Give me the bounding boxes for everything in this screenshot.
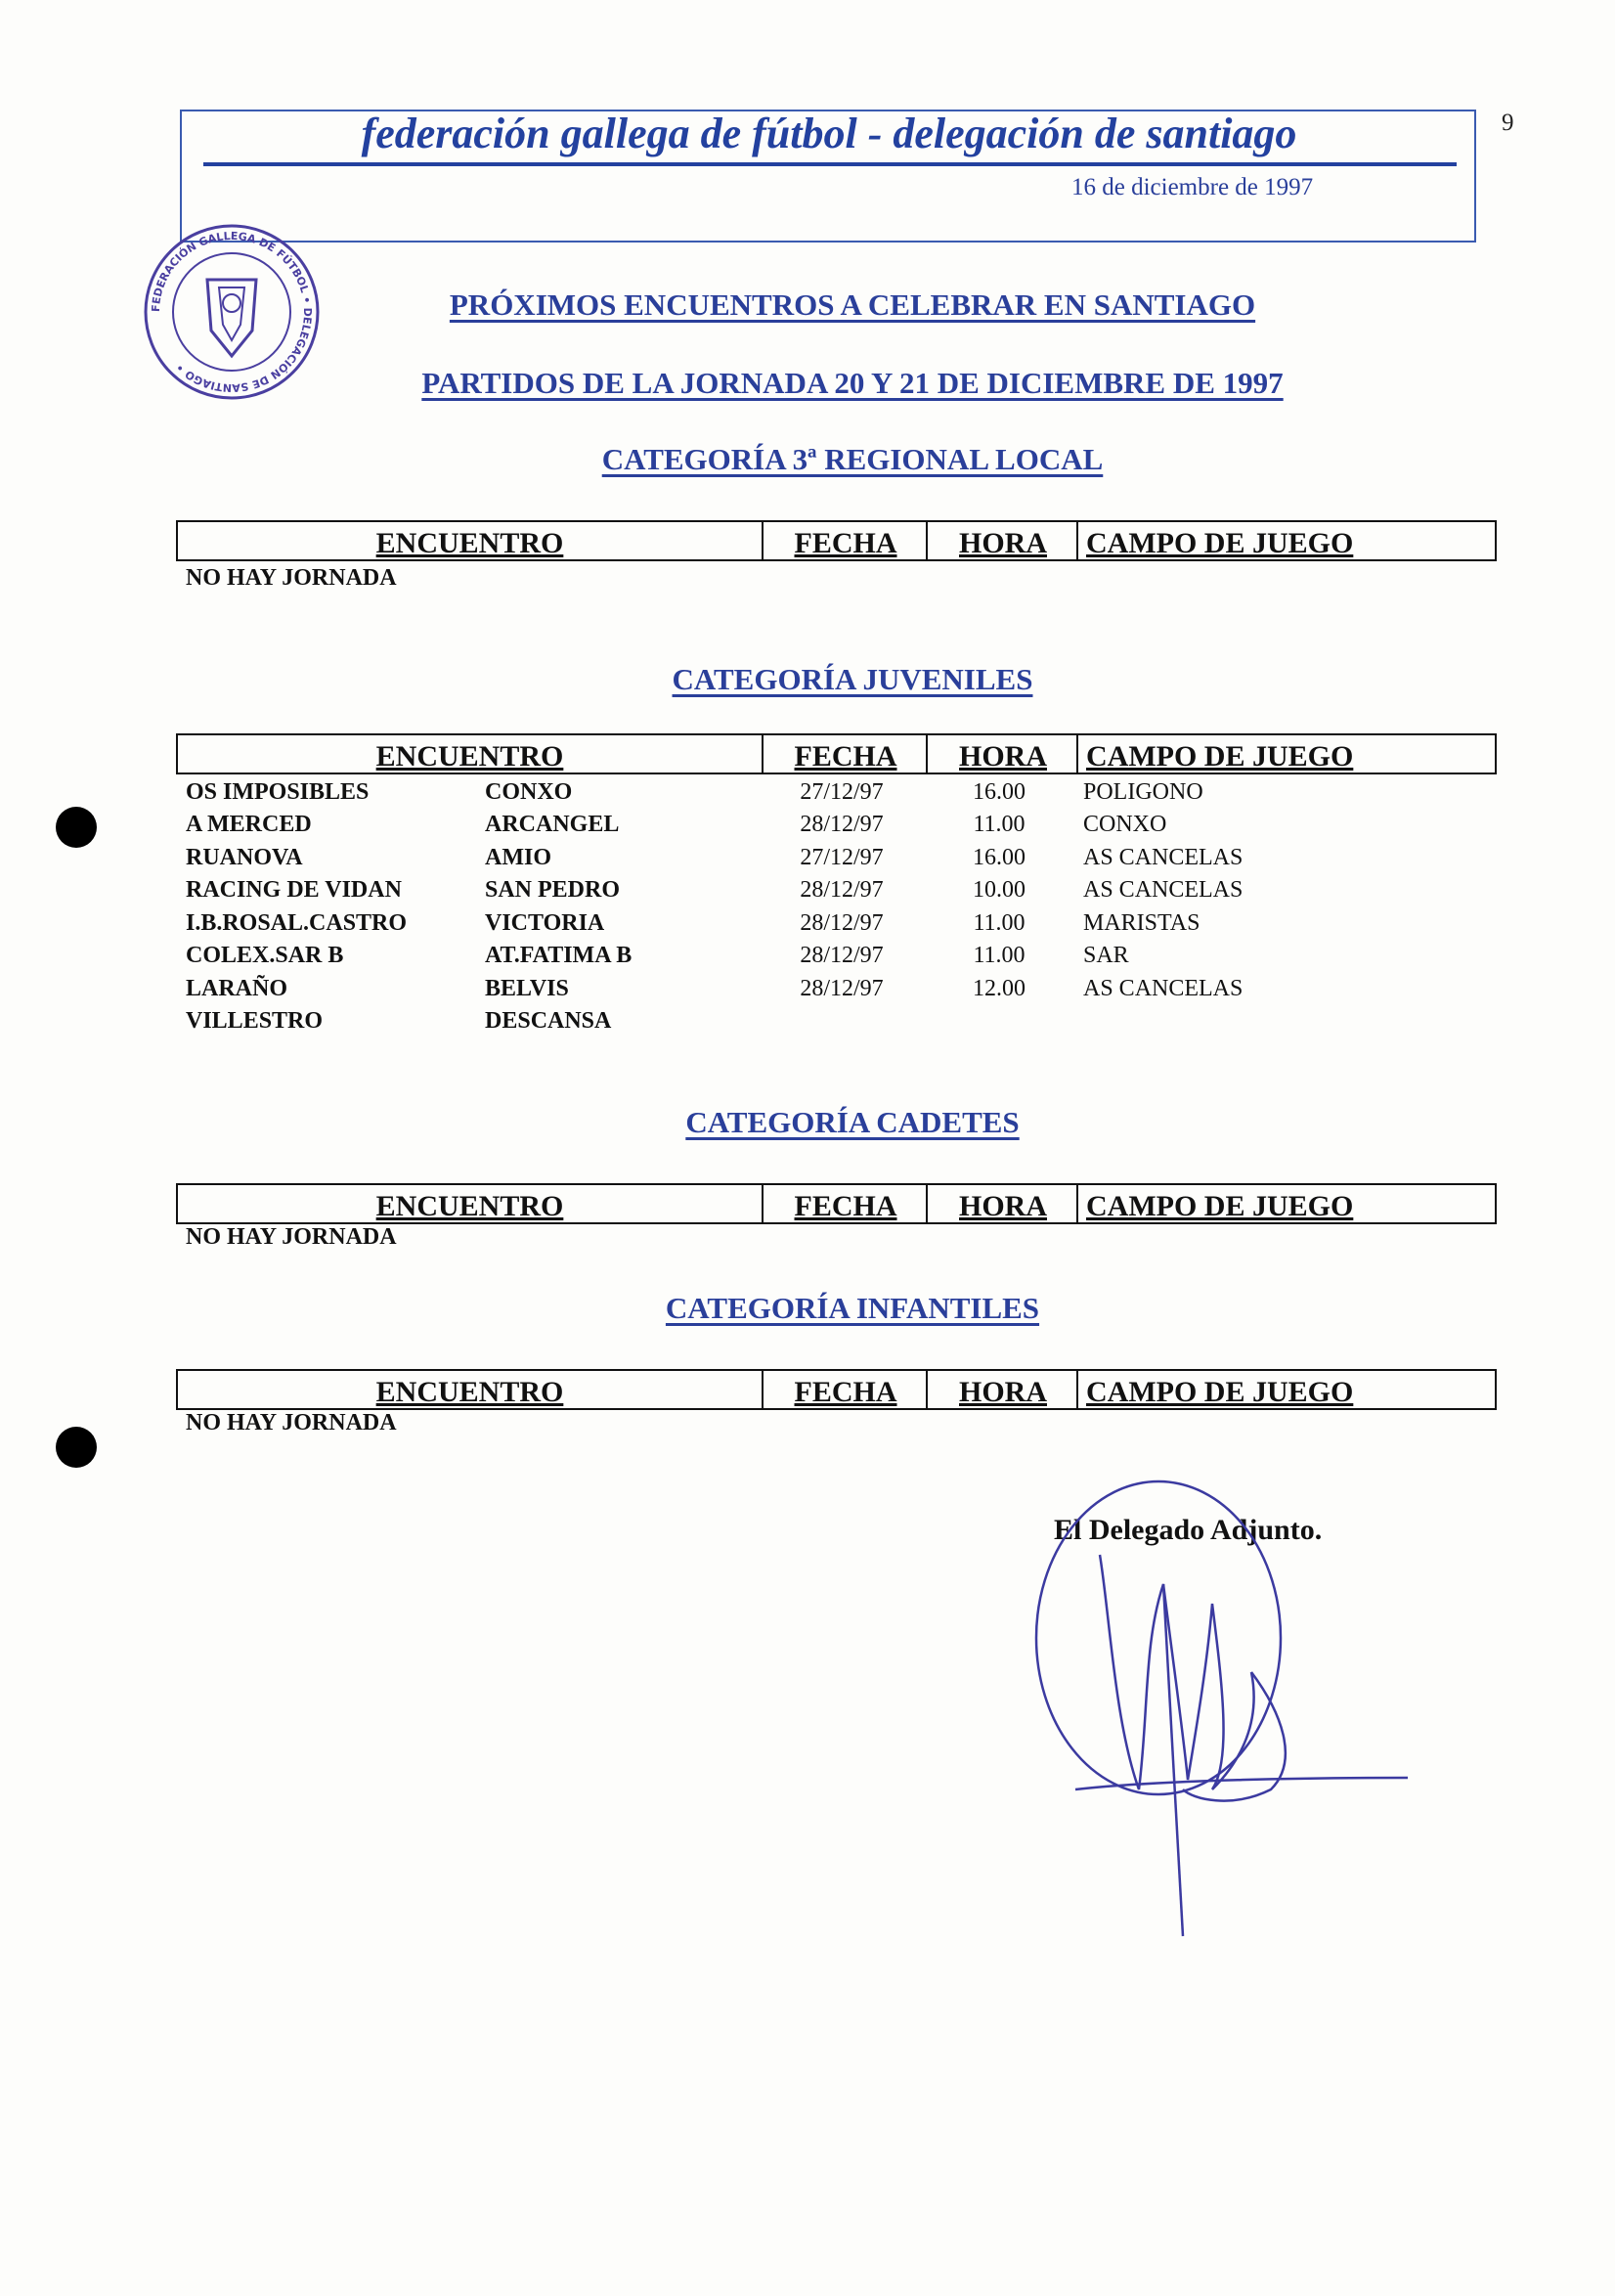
main-heading: PRÓXIMOS ENCUENTROS A CELEBRAR EN SANTIAGO	[449, 287, 1256, 322]
table-header	[176, 1369, 1497, 1410]
table-row	[0, 845, 1615, 877]
letterhead-underline	[203, 162, 1457, 166]
home-team: VILLESTRO	[186, 1008, 324, 1034]
home-team: LARAÑO	[186, 976, 288, 1001]
table-row	[0, 877, 1615, 909]
col-campo: CAMPO DE JUEGO	[1076, 1185, 1497, 1222]
signature-label: El Delegado Adjunto.	[1054, 1514, 1323, 1546]
table-row	[0, 1008, 1615, 1040]
col-fecha: FECHA	[762, 522, 928, 559]
table-row	[0, 910, 1615, 943]
venue: POLIGONO	[1083, 779, 1203, 805]
table-row	[0, 976, 1615, 1008]
away-team: CONXO	[485, 779, 573, 805]
home-team: I.B.ROSAL.CASTRO	[186, 910, 408, 936]
match-time: 11.00	[973, 812, 1026, 837]
match-time: 11.00	[973, 943, 1026, 968]
col-fecha: FECHA	[762, 1185, 928, 1222]
no-jornada-note: NO HAY JORNADA	[186, 1410, 397, 1435]
section-title-regional: CATEGORÍA 3ª REGIONAL LOCAL	[601, 442, 1104, 476]
jornada-heading: PARTIDOS DE LA JORNADA 20 Y 21 DE DICIEMBRE DE 1997	[421, 366, 1284, 400]
home-team: A MERCED	[186, 812, 312, 837]
table-header	[176, 733, 1497, 774]
match-date: 27/12/97	[800, 779, 884, 805]
handwritten-signature	[1017, 1467, 1427, 1956]
away-team: BELVIS	[485, 976, 569, 1001]
col-fecha: FECHA	[762, 1371, 928, 1408]
table-row	[0, 812, 1615, 844]
venue: SAR	[1083, 943, 1129, 968]
col-hora: HORA	[926, 735, 1078, 773]
venue: MARISTAS	[1083, 910, 1200, 936]
match-date: 28/12/97	[800, 943, 884, 968]
match-time: 11.00	[973, 910, 1026, 936]
away-team: AMIO	[485, 845, 551, 870]
table-row	[0, 943, 1615, 975]
away-team: ARCANGEL	[485, 812, 620, 837]
section-title-cadetes: CATEGORÍA CADETES	[685, 1105, 1020, 1139]
col-campo: CAMPO DE JUEGO	[1076, 735, 1497, 773]
away-team: DESCANSA	[485, 1008, 612, 1034]
col-encuentro: ENCUENTRO	[375, 740, 564, 773]
section-title-infantiles: CATEGORÍA INFANTILES	[665, 1291, 1040, 1325]
match-date: 28/12/97	[800, 910, 884, 936]
match-time: 12.00	[973, 976, 1026, 1001]
letterhead-title: federación gallega de fútbol - delegación de santiago	[361, 110, 1297, 157]
venue: AS CANCELAS	[1083, 877, 1244, 903]
home-team: COLEX.SAR B	[186, 943, 344, 968]
match-time: 16.00	[973, 779, 1026, 805]
home-team: RACING DE VIDAN	[186, 877, 402, 903]
away-team: AT.FATIMA B	[485, 943, 633, 968]
home-team: RUANOVA	[186, 845, 303, 870]
table-header	[176, 520, 1497, 561]
match-time: 10.00	[973, 877, 1026, 903]
no-jornada-note: NO HAY JORNADA	[186, 565, 397, 591]
document-date: 16 de diciembre de 1997	[1071, 174, 1314, 200]
venue: AS CANCELAS	[1083, 976, 1244, 1001]
col-encuentro: ENCUENTRO	[375, 1376, 564, 1408]
stamp-lettering: FEDERACIÓN GALLEGA DE FÚTBOL • DELEGACIÓN DE SANTIAGO •	[149, 229, 315, 395]
col-campo: CAMPO DE JUEGO	[1076, 1371, 1497, 1408]
col-hora: HORA	[926, 522, 1078, 559]
col-fecha: FECHA	[762, 735, 928, 773]
home-team: OS IMPOSIBLES	[186, 779, 370, 805]
col-campo: CAMPO DE JUEGO	[1076, 522, 1497, 559]
page-number: 9	[1502, 110, 1514, 136]
match-date: 27/12/97	[800, 845, 884, 870]
away-team: VICTORIA	[485, 910, 605, 936]
match-date: 28/12/97	[800, 877, 884, 903]
col-encuentro: ENCUENTRO	[375, 527, 564, 559]
table-row	[0, 779, 1615, 812]
col-encuentro: ENCUENTRO	[375, 1190, 564, 1222]
punch-hole	[56, 1427, 97, 1468]
venue: CONXO	[1083, 812, 1167, 837]
table-header	[176, 1183, 1497, 1224]
venue: AS CANCELAS	[1083, 845, 1244, 870]
col-hora: HORA	[926, 1371, 1078, 1408]
col-hora: HORA	[926, 1185, 1078, 1222]
match-date: 28/12/97	[800, 812, 884, 837]
punch-hole	[56, 807, 97, 848]
no-jornada-note: NO HAY JORNADA	[186, 1224, 397, 1250]
match-time: 16.00	[973, 845, 1026, 870]
away-team: SAN PEDRO	[485, 877, 621, 903]
match-date: 28/12/97	[800, 976, 884, 1001]
section-title-juveniles: CATEGORÍA JUVENILES	[672, 662, 1033, 696]
